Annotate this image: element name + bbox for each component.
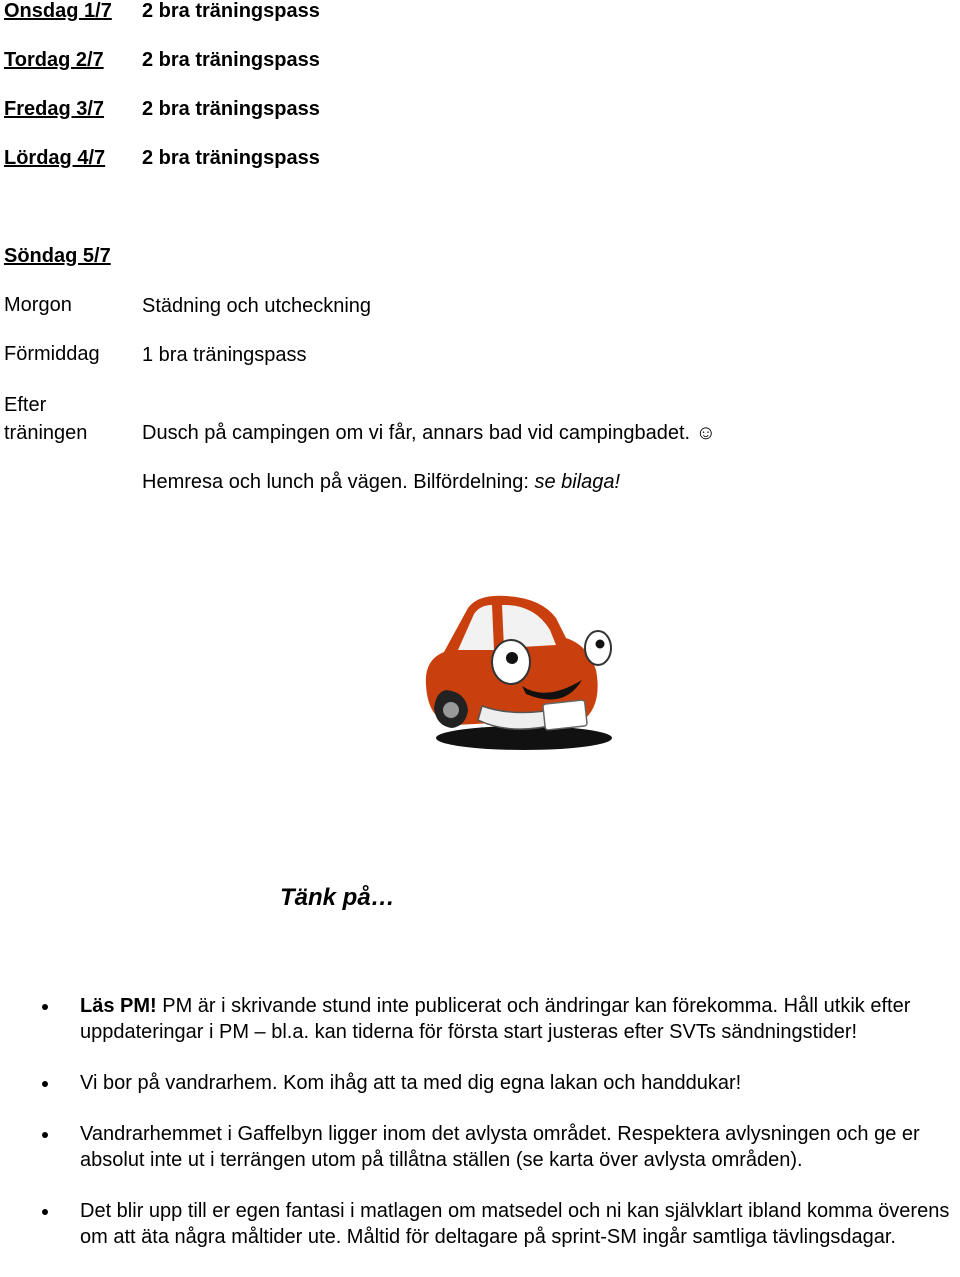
bullet-dot (42, 1081, 48, 1087)
return-text (142, 471, 620, 494)
morning-text: Städning och utcheckning (142, 295, 372, 317)
think-heading: Tänk på… (280, 884, 395, 911)
bullet-dot (42, 1004, 48, 1010)
bullet-text: Vandrarhemmet i Gaffelbyn ligger inom det avlysta området. Respektera avlysningen och ge er absolut inte ut i terrängen utom på tillåtna ställen (se karta över avlysta områden). (80, 1123, 920, 1171)
list-item (0, 1198, 960, 1250)
day-label: Tordag 2/7 (4, 49, 104, 71)
after-label-line2: träningen (4, 422, 88, 444)
car-pupil-left (506, 652, 518, 664)
after-text: Dusch på campingen om vi får, annars bad vid campingbadet. ☺ (142, 422, 717, 444)
day-label: Fredag 3/7 (4, 98, 105, 120)
day-label: Lördag 4/7 (4, 147, 106, 169)
list-item (0, 993, 960, 1045)
after-label-line1: Efter (4, 394, 47, 416)
license-plate (543, 700, 587, 730)
bullet-text: Vi bor på vandrarhem. Kom ihåg att ta med dig egna lakan och handdukar! (80, 1072, 742, 1094)
sunday-title: Söndag 5/7 (4, 245, 111, 267)
morning-label: Morgon (4, 294, 72, 316)
day-label: Onsdag 1/7 (4, 0, 112, 22)
reminder-list (0, 993, 960, 1275)
bullet-dot (42, 1132, 48, 1138)
list-item (0, 1070, 960, 1096)
forenoon-text: 1 bra träningspass (142, 344, 307, 366)
cartoon-car-illustration (416, 590, 616, 760)
list-item (0, 1121, 960, 1173)
car-pupil-right (596, 640, 605, 649)
return-text-main: Hemresa och lunch på vägen. Bilfördelning: (142, 471, 535, 493)
bullet-bold-lead: Läs PM! (80, 995, 157, 1017)
attachment-reference: se bilaga! (534, 471, 621, 493)
day-description: 2 bra träningspass (142, 98, 320, 120)
bullet-text: Det blir upp till er egen fantasi i matlagen om matsedel och ni kan självklart ibland komma överens om att äta några måltider ute. Måltid för deltagare på sprint-SM ingår samtliga tävlingsdagar. (80, 1200, 950, 1248)
bullet-text: PM är i skrivande stund inte publicerat och ändringar kan förekomma. Håll utkik efter uppdateringar i PM – bl.a. kan tiderna för första start justeras efter SVTs sändningstider! (80, 995, 911, 1043)
day-description: 2 bra träningspass (142, 147, 320, 169)
day-description: 2 bra träningspass (142, 49, 320, 71)
forenoon-label: Förmiddag (4, 343, 100, 365)
bullet-dot (42, 1209, 48, 1215)
car-hubcap-rear (443, 702, 459, 718)
day-description: 2 bra träningspass (142, 0, 320, 22)
